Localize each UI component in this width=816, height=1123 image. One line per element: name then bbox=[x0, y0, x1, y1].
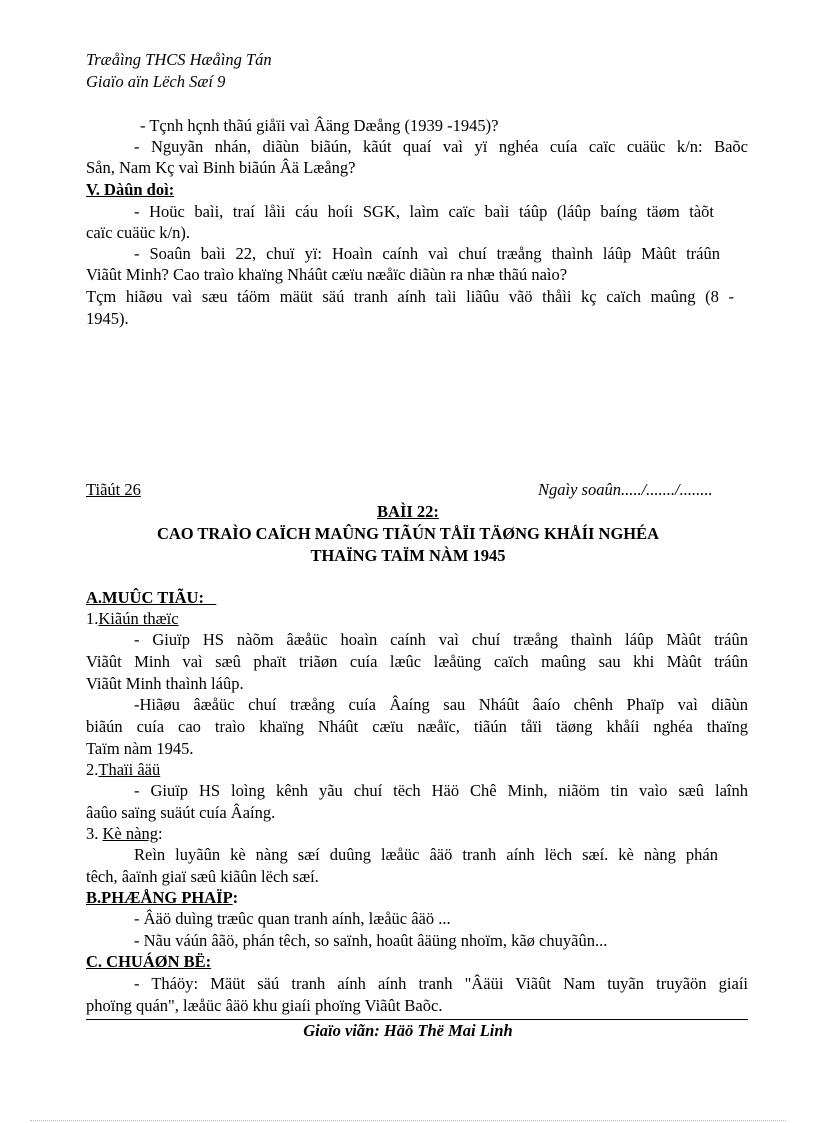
lesson-number-text: BAÌI 22: bbox=[377, 502, 439, 521]
lesson-period: Tiãút 26 bbox=[86, 480, 141, 499]
homework-1-line-2: caïc cuäüc k/n). bbox=[86, 223, 190, 242]
homework-2-line-1: - Soaûn baìi 22, chuï yï: Hoaìn caính vaì chuí træång thaình láûp Màût tráûn bbox=[134, 244, 720, 263]
skills-line-2: têch, âaïnh giaï sæû kiãûn lëch sæí. bbox=[86, 867, 319, 886]
review-question-2-line-1: - Nguyãn nhán, diãùn biãún, kãút quaí vaì yï nghéa cuía caïc cuäüc k/n: Baõc bbox=[134, 137, 748, 156]
page-bottom-edge bbox=[30, 1120, 786, 1121]
preparation-line-2: phoïng quán", læåüc âäö khu giaíi phoïng Viãût Baõc. bbox=[86, 996, 443, 1015]
method-2: - Nãu váún âãö, phán têch, so saïnh, hoaût âäüng nhoïm, kãø chuyãûn... bbox=[134, 931, 608, 950]
lesson-title-line-1: CAO TRAÌO CAÏCH MAÛNG TIÃÚN TÅÏI TÄØNG KHÅÍI NGHÉA bbox=[156, 524, 660, 543]
section-a-underline-tail bbox=[204, 588, 216, 607]
knowledge-2-line-1: -Hiãøu âæåüc chuí træång cuía Âaíng sau Nháût âaío chênh Phaïp vaì diãùn bbox=[134, 695, 748, 714]
section-b-title: B.PHÆÅNG PHAÏP bbox=[86, 888, 233, 907]
skills-line-1: Reìn luyãûn kè nàng sæí duûng læåüc âäö tranh aính lëch sæí. kè nàng phán bbox=[134, 845, 718, 864]
attitude-number: 2. bbox=[86, 760, 99, 779]
subject-name: Giaïo aïn Lëch Sæí 9 bbox=[86, 72, 226, 91]
knowledge-heading bbox=[86, 609, 179, 629]
skills-heading bbox=[86, 824, 163, 844]
section-a-title: A.MUÛC TIÃU: bbox=[86, 588, 204, 607]
lesson-number bbox=[0, 502, 816, 522]
skills-number: 3. bbox=[86, 824, 103, 843]
attitude-heading bbox=[86, 760, 160, 780]
knowledge-2-line-3: Taïm nàm 1945. bbox=[86, 739, 194, 758]
method-1: - Âäö duìng træûc quan tranh aính, læåüc âäö ... bbox=[134, 909, 451, 928]
knowledge-1-line-2: Viãût Minh vaì sæû phaït triãøn cuía læûc læåüng caïch maûng sau khi Màût tráûn bbox=[86, 652, 748, 671]
homework-3-line-2: 1945). bbox=[86, 309, 129, 328]
footer-divider bbox=[86, 1019, 748, 1020]
section-v-heading bbox=[86, 180, 174, 200]
skills-colon: : bbox=[157, 824, 163, 843]
skills-title: Kè nàng bbox=[102, 824, 158, 843]
preparation-line-1: - Tháöy: Mäüt säú tranh aính aính tranh "Âäüi Viãût Nam tuyãn truyãön giaíi bbox=[134, 974, 748, 993]
knowledge-1-line-3: Viãût Minh thaình láûp. bbox=[86, 674, 244, 693]
attitude-line-2: âaûo saïng suäút cuía Âaíng. bbox=[86, 803, 276, 822]
section-c-heading bbox=[86, 952, 211, 972]
review-question-2-line-2: Sån, Nam Kç vaì Binh biãún Âä Læång? bbox=[86, 158, 356, 177]
review-question-1: - Tçnh hçnh thãú giåïi vaì Âäng Dæång (1939 -1945)? bbox=[140, 116, 499, 135]
homework-3-line-1: Tçm hiãøu vaì sæu táöm mäüt säú tranh aính taìi liãûu vãö thåìi kç caïch maûng (8 - bbox=[86, 287, 734, 306]
section-b-heading bbox=[86, 888, 238, 908]
section-v-title: V. Dàûn doì: bbox=[86, 180, 175, 199]
section-c-title: C. CHUÁØN BË: bbox=[86, 952, 212, 971]
section-b-colon: : bbox=[232, 888, 239, 907]
homework-1-line-1: - Hoüc baìi, traí låìi cáu hoíi SGK, laìm caïc baìi táûp (láûp baíng täøm tàõt bbox=[134, 202, 714, 221]
teacher-name: Giaïo viãn: Häö Thë Mai Linh bbox=[303, 1021, 513, 1040]
knowledge-title: Kiãún thæïc bbox=[98, 609, 179, 628]
homework-2-line-2: Viãût Minh? Cao traìo khaïng Nháût cæïu næåïc diãùn ra nhæ thãú naìo? bbox=[86, 265, 568, 284]
attitude-title: Thaïi âäü bbox=[98, 760, 161, 779]
knowledge-1-line-1: - Giuïp HS nàõm âæåüc hoaìn caính vaì chuí træång thaình láûp Màût tráûn bbox=[134, 630, 748, 649]
section-a-heading bbox=[86, 588, 216, 608]
lesson-title-line-2: THAÏNG TAÏM NÀM 1945 bbox=[310, 546, 506, 565]
knowledge-2-line-2: biãún cuía cao traìo khaïng Nháût cæïu næåïc, tiãún tåïi täøng khåíi nghéa thaïng bbox=[86, 717, 748, 736]
school-name: Træåìng THCS Hæåìng Tán bbox=[86, 50, 272, 69]
attitude-line-1: - Giuïp HS loìng kênh yãu chuí tëch Häö Chê Minh, niãöm tin vaìo sæû laînh bbox=[134, 781, 748, 800]
knowledge-number: 1. bbox=[86, 609, 99, 628]
lesson-date: Ngaìy soaûn...../......./........ bbox=[538, 480, 713, 499]
